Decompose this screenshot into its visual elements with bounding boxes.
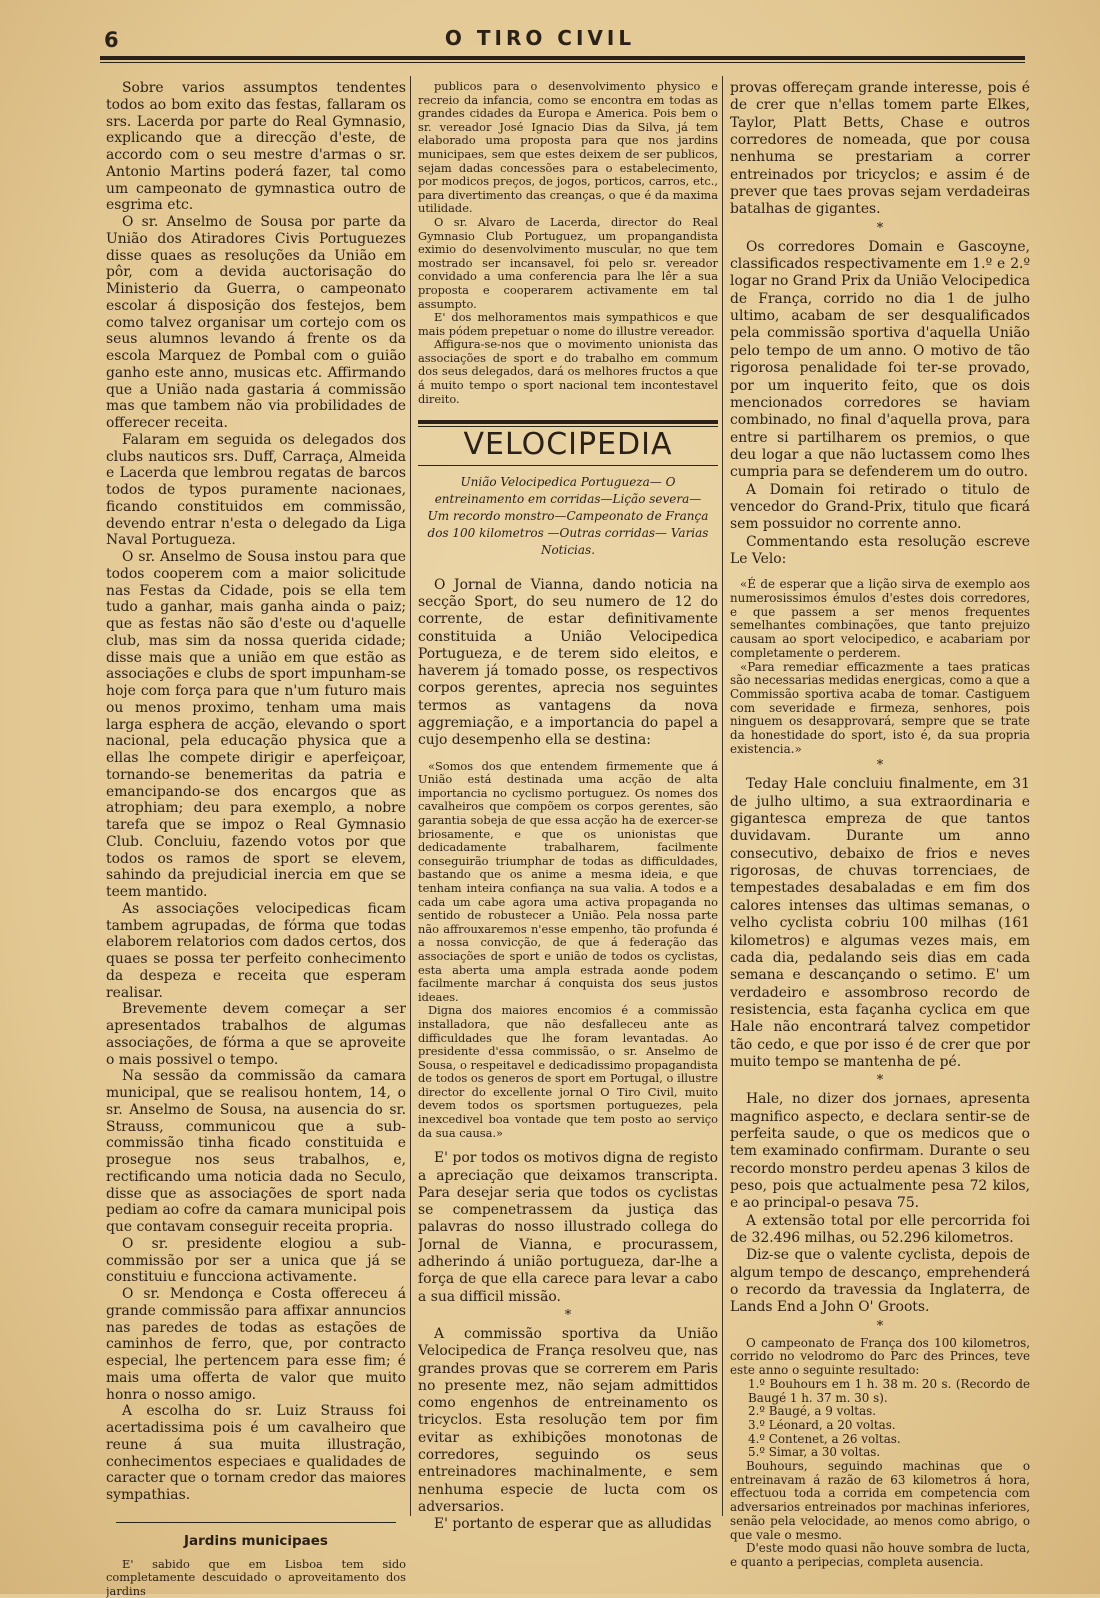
- jardins-heading: Jardins municipaes: [106, 1533, 406, 1550]
- paragraph: O sr. Anselmo de Sousa instou para que todos cooperem com a maior solicitude nas Festas da Cidade, pois se ella tem tudo a ganhar, mais ganha ainda o paiz; que as festas não são d'este ou d'aquelle club, mas sim da nossa querida cidade; disse mais que a união em que estão as associações e clubs de sport impunham-se hoje com força para que n'um futuro mais ou menos proximo, tenham uma mais larga esphera de acção, elevando o sport nacional, pela educação physica que a ellas lhe compete dirigir e aperfeiçoar, tornando-se benemeritas da patria e emancipando-se dos encargos que as atrophiam; deu para exemplo, a nobre tarefa que se impoz o Real Gymnasio Club. Concluiu, fazendo votos por que todos os ramos de sport se elevem, sahindo da prejudicial inercia em que se teem mantido.: [106, 549, 406, 901]
- masthead-title: O TIRO CIVIL: [380, 26, 700, 50]
- paragraph: Sobre varios assumptos tendentes todos ao bom exito das festas, fallaram os srs. Lacerda por parte do Real Gymnasio, explicando que a direcção d'este, de accordo com o seu mestre d'armas o sr. Antonio Martins poderá fazer, tal como um campeonato de gymnastica outro de esgrima etc.: [106, 80, 406, 214]
- velocipedia-heading: VELOCIPEDIA: [418, 437, 718, 452]
- column-3: [730, 80, 1030, 1570]
- paragraph: E' por todos os motivos digna de registo a apreciação que deixamos transcripta. Para desejar seria que todos os cyclistas se compenetrassem da justiça das palavras do nosso illustrado collega do Jornal de Vianna, e procurassem, adherindo á união portugueza, dar-lhe a força de que ella carece para levar a cabo a sua difficil missão.: [418, 1150, 718, 1306]
- paragraph: Falaram em seguida os delegados dos clubs nauticos srs. Duff, Carraça, Almeida e Lacerda que lembrou regatas de barcos todos de typos puramente nacionaes, ficando constituidos em commissão, devendo entrar n'esta o delegado da Liga Naval Portugueza.: [106, 432, 406, 549]
- result-item: 4.º Contenet, a 26 voltas.: [730, 1433, 1030, 1447]
- paragraph: Os corredores Domain e Gascoyne, classificados respectivamente em 1.º e 2.º logar no Grand Prix da União Velocipedica de França, corrido no dia 1 de julho ultimo, acabam de ser desqualificados pela commissão sportiva d'aquella União pelo tempo de um anno. O motivo de tão rigorosa penalidade foi ter-se provado, por um inquerito feito, que os dois mencionados corredores se haviam combinado, no final d'aquella prova, para entre si partilharem os premios, o que deu logar a que não luctassem como lhes cumpria para se defenderem um do outro.: [730, 239, 1030, 482]
- paragraph: As associações velocipedicas ficam tambem agrupadas, de fórma que todas elaborem relatorios com dados certos, dos quaes se possa ter perfeito conhecimento da despeza e receita que esperam realisar.: [106, 901, 406, 1002]
- paragraph: A commissão sportiva da União Velocipedica de França resolveu que, nas grandes provas que se correrem em Paris no presente mez, não sejam admittidos como engenhos de entreinamento os tricyclos. Esta resolução tem por fim evitar as exhibições monotonas de corredores, seguindo os seus entreinadores machinalmente, e sem nenhuma especie de lucta com os adversarios.: [418, 1326, 718, 1516]
- velocipedia-rule: [418, 420, 718, 427]
- section-rule: [116, 1522, 396, 1523]
- velocipedia-summary: União Velocipedica Portugueza— O entreinamento em corridas—Lição severa—Um recordo monstro—Campeonato de França dos 100 kilometros —Outras corridas— Varias Noticias.: [424, 474, 712, 559]
- separator-star: *: [730, 219, 1030, 239]
- paragraph: A escolha do sr. Luiz Strauss foi acertadissima pois é um cavalheiro que reune á sua muita illustração, conhecimentos especiaes e qualidades de caracter que o tornam credor das maiores sympathias.: [106, 1403, 406, 1504]
- column-divider: [410, 76, 411, 1516]
- paragraph: Brevemente devem começar a ser apresentados trabalhos de algumas associações, de fórma a que se aproveite o mais possivel o tempo.: [106, 1001, 406, 1068]
- quote-paragraph: «Para remediar efficazmente a taes praticas são necessarias medidas energicas, como a que a Commissão sportiva acaba de tomar. Castiguem com severidade e firmeza, senhores, pois ninguem os desapprovará, sempre que se trate da honestidade do sport, isto é, da sua propria existencia.»: [730, 661, 1030, 757]
- result-item: 5.º Simar, a 30 voltas.: [730, 1446, 1030, 1460]
- result-item: 2.º Baugé, a 9 voltas.: [730, 1405, 1030, 1419]
- column-divider: [722, 76, 723, 1516]
- quote-paragraph: «É de esperar que a lição sirva de exemplo aos numerosissimos émulos d'estes dois corredores, e que passem a ser menos frequentes semelhantes combinações, que tanto prejuizo causam ao sport velocipedico, e acabariam por completamente o perderem.: [730, 578, 1030, 660]
- paragraph: O campeonato de França dos 100 kilometros, corrido no velodromo do Parc des Princes, teve este anno o seguinte resultado:: [730, 1337, 1030, 1378]
- paragraph: O sr. presidente elogiou a sub-commissão por ser a unica que já se constituiu e funcciona activamente.: [106, 1236, 406, 1286]
- paragraph: Affigura-se-nos que o movimento unionista das associações de sport e do trabalho em commum dos seus delegados, dará os melhores fructos a que á muito tempo o sport nacional tem incontestavel direito.: [418, 338, 718, 406]
- velocipedia-underline: [418, 465, 718, 466]
- paragraph: Bouhours, seguindo machinas que o entreinavam á razão de 63 kilometros á hora, effectuou toda a corrida em competencia com adversarios entreinados por machinas inferiores, senão pela velocidade, ao menos como abrigo, o que vale o mesmo.: [730, 1460, 1030, 1542]
- paragraph: Commentando esta resolução escreve Le Velo:: [730, 534, 1030, 569]
- quote-paragraph: Digna dos maiores encomios é a commissão installadora, que não desfalleceu ante as difficuldades que lhe foram levantadas. Ao presidente d'essa commissão, o sr. Anselmo de Sousa, o respeitavel e dedicadissimo propagandista de todos os generos de sport em Portugal, o illustre director do excellente jornal O Tiro Civil, muito devem todos os sportsmen portuguezes, pela inexcedivel boa vontade que tem posto ao serviço da sua causa.»: [418, 1004, 718, 1140]
- paragraph: O sr. Alvaro de Lacerda, director do Real Gymnasio Club Portuguez, um propangandista eximio do desenvolvimento muscular, no que tem mostrado ser incansavel, foi pelo sr. vereador convidado a uma conferencia para lhe lêr a sua proposta e cooperarem activamente em tal assumpto.: [418, 216, 718, 311]
- paragraph: O sr. Mendonça e Costa offereceu á grande commissão para affixar annuncios nas paredes de todas as estações de caminhos de ferro, que, por contracto especial, lhe pertencem para esse fim; é mais uma offerta de valor que muito honra o nosso amigo.: [106, 1286, 406, 1403]
- paragraph: E' dos melhoramentos mais sympathicos e que mais pódem prepetuar o nome do illustre vereador.: [418, 311, 718, 338]
- le-velo-quote: [730, 578, 1030, 756]
- paragraph: Na sessão da commissão da camara municipal, que se realisou hontem, 14, o sr. Anselmo de Sousa, na ausencia do sr. Strauss, communicou que a sub-commissão tinha ficado constituida e prosegue nos seus trabalhos, e, rectificando uma noticia dada no Seculo, disse que as associações de sport nada pediam ao cofre da camara municipal pois que contavam conseguir receita propria.: [106, 1068, 406, 1236]
- paragraph: O Jornal de Vianna, dando noticia na secção Sport, do seu numero de 12 do corrente, de estar definitivamente constituida a União Velocipedica Portugueza, e de terem sido eleitos, e haverem já tomado posse, os respectivos corpos gerentes, aprecia nos seguintes termos as vantagens da nova aggremiação, e a importancia do papel a cujo desempenho ella se destina:: [418, 577, 718, 750]
- column-1: [106, 80, 406, 1598]
- paragraph: Hale, no dizer dos jornaes, apresenta magnifico aspecto, e declara sentir-se de perfeita saude, o que os medicos que o tem examinado confirmam. Durante o seu recordo monstro perdeu apenas 3 kilos de peso, pois que actualmente pesa 72 kilos, e ao principal-o pesava 75.: [730, 1091, 1030, 1212]
- paragraph: provas offereçam grande interesse, pois é de crer que n'ellas tomem parte Elkes, Taylor, Platt Betts, Chase e outros corredores de nomeada, que por cousa nenhuma se prestariam a correr entreinados por tricyclos; e assim é de prever que taes provas sejam verdadeiras batalhas de gigantes.: [730, 80, 1030, 219]
- paragraph: Diz-se que o valente cyclista, depois de algum tempo de descanço, emprehenderá o recordo da travessia da Inglaterra, de Lands End a John O' Groots.: [730, 1247, 1030, 1316]
- paragraph: O sr. Anselmo de Sousa por parte da União dos Atiradores Civis Portuguezes disse quaes as resoluções da União em pôr, com a devida auctorisação do Ministerio da Guerra, o campeonato escolar á disposição dos festejos, bem como talvez organisar um cortejo com os seus alumnos levando á frente os da escola Marquez de Pombal com o guião ganho este anno, musicas etc. Affirmando que a União nada gastaria á commissão mas que tambem não via probilidades de offerecer receita.: [106, 214, 406, 432]
- separator-star: *: [730, 756, 1030, 776]
- header-rule-thin: [100, 62, 1025, 63]
- separator-star: *: [730, 1071, 1030, 1091]
- paragraph: A extensão total por elle percorrida foi de 32.496 milhas, ou 52.296 kilometros.: [730, 1213, 1030, 1248]
- header-rule: [100, 56, 1025, 60]
- separator-star: *: [418, 1306, 718, 1326]
- paragraph: D'este modo quasi não houve sombra de lucta, e quanto a peripecias, completa ausencia.: [730, 1542, 1030, 1569]
- paragraph: E' portanto de esperar que as alludidas: [418, 1516, 718, 1533]
- jardins-paragraph: E' sabido que em Lisboa tem sido completamente descuidado o aproveitamento dos jardins: [106, 1558, 406, 1598]
- result-item: 1.º Bouhours em 1 h. 38 m. 20 s. (Recordo de Baugé 1 h. 37 m. 30 s).: [730, 1378, 1030, 1405]
- paragraph: publicos para o desenvolvimento physico e recreio da infancia, como se encontra em todas as grandes cidades da Europa e America. Pois bem o sr. vereador José Ignacio Dias da Silva, já tem elaborado uma proposta para que nos jardins municipaes, sem que estes deixem de ser publicos, sejam dadas concessões para o estabelecimento, por modicos preços, de jogos, porticos, carros, etc., para divertimento das creanças, o que é da maxima utilidade.: [418, 80, 718, 216]
- results-list: [730, 1378, 1030, 1460]
- result-item: 3.º Léonard, a 20 voltas.: [730, 1419, 1030, 1433]
- page-number: 6: [104, 28, 119, 52]
- separator-star: *: [730, 1317, 1030, 1337]
- quote-paragraph: «Somos dos que entendem firmemente que á União está destinada uma acção de alta importancia no cyclismo portuguez. Os nomes dos cavalheiros que compõem os corpos gerentes, são garantia sobeja de que essa acção ha de exercer-se briosamente, e que os unionistas que dedicadamente trabalharem, facilmente conseguirão triumphar de todas as difficuldades, bastando que os anime a mesma ideia, e que tenham inteira confiança na sua valia. A todos e a cada um cabe agora uma activa propaganda no sentido de robustecer a União. Pela nossa parte não affrouxaremos n'esse empenho, tão profunda é a nossa convicção, de que á federação das associações de sport e união de todos os cyclistas, esta aberta uma ampla estrada aonde podem facilmente marchar á conquista dos seus justos ideaes.: [418, 760, 718, 1005]
- jornal-quote: [418, 760, 718, 1141]
- paragraph: A Domain foi retirado o titulo de vencedor do Grand-Prix, titulo que ficará sem possuidor no corrente anno.: [730, 482, 1030, 534]
- column-2: [418, 80, 718, 1533]
- paragraph: Teday Hale concluiu finalmente, em 31 de julho ultimo, a sua extraordinaria e gigantesca empreza de que tantos duvidavam. Durante um anno consecutivo, debaixo de frios e neves rigorosas, de chuvas torrenciaes, de tempestades desabaladas e em fim dos calores intenses das ultimas semanas, o velho cyclista cobriu 100 milhas (161 kilometros) e algumas vezes mais, em cada dia, pedalando seis dias em cada semana e descançando o setimo. E' um verdadeiro e assombroso recordo de resistencia, esta façanha cyclica em que Hale não encontrará talvez competidor tão cedo, e que por isso é de crer que por muito tempo se mantenha de pé.: [730, 776, 1030, 1071]
